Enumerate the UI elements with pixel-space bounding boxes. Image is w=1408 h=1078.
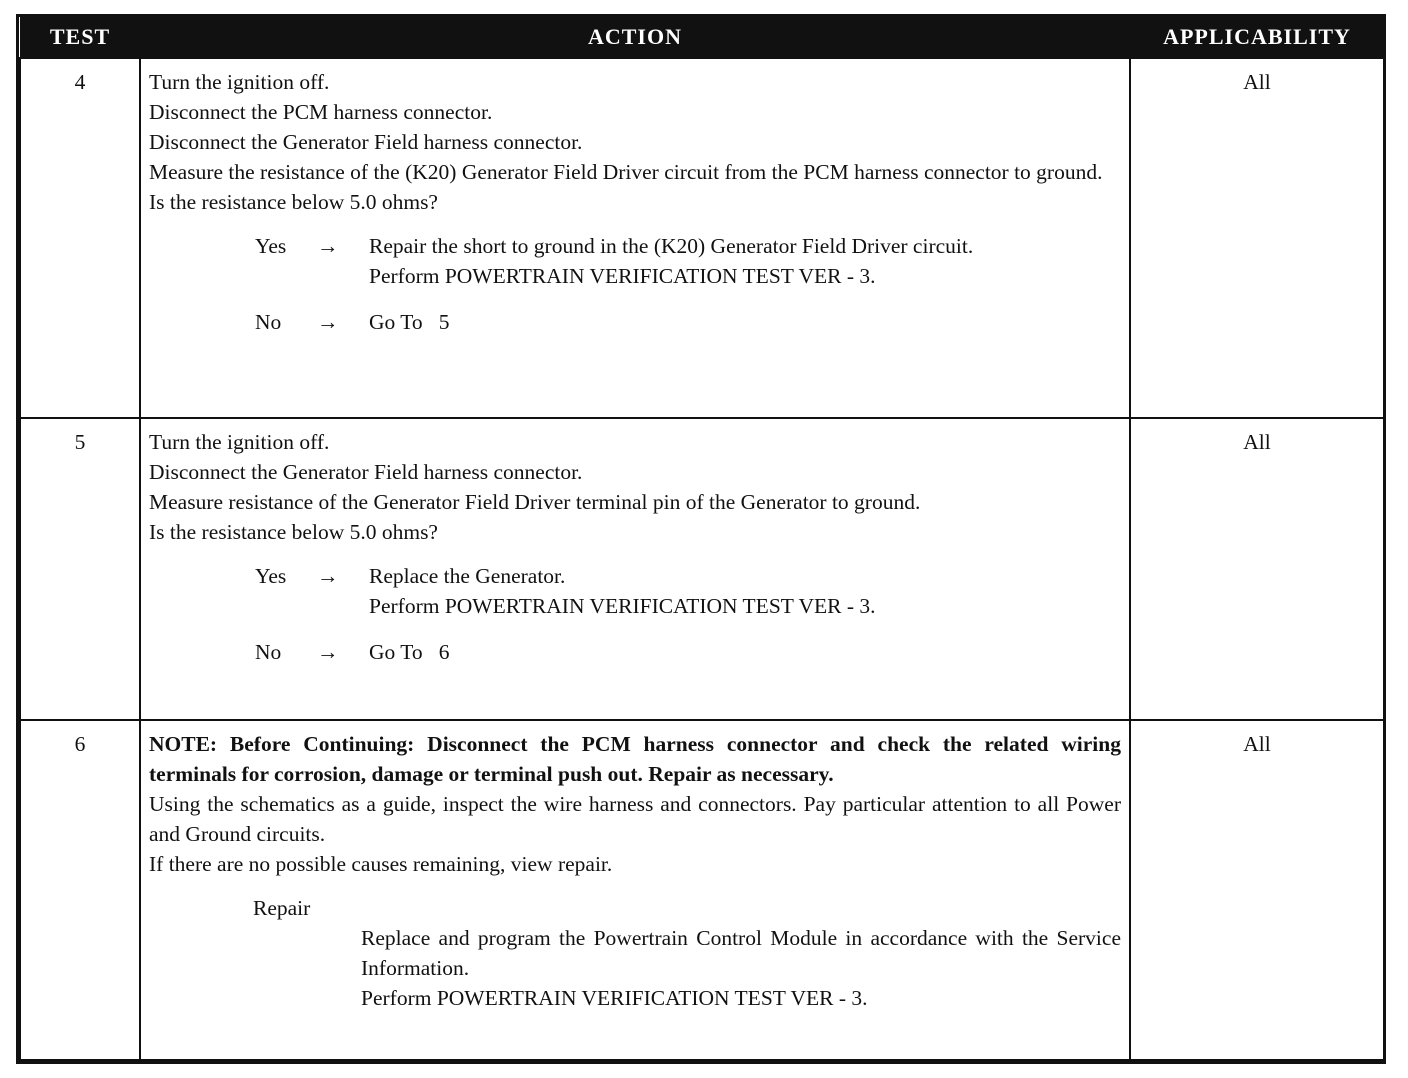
- action-cell: [140, 58, 1130, 418]
- action-cell: [140, 720, 1130, 1060]
- test-number: 5: [20, 418, 140, 720]
- note-text: NOTE: Before Continuing: Disconnect the PCM harness connector and check the related wiring terminals for corrosion, damage or terminal push out. Repair as necessary.: [149, 732, 1121, 786]
- table-row: [20, 418, 1384, 720]
- arrow-icon: →: [317, 234, 339, 258]
- header-applicability: APPLICABILITY: [1130, 17, 1384, 58]
- applicability-cell: All: [1130, 418, 1384, 720]
- yes-action: Perform POWERTRAIN VERIFICATION TEST VER - 3.: [369, 594, 876, 618]
- arrow-icon: →: [317, 310, 339, 334]
- applicability-cell: All: [1130, 58, 1384, 418]
- yes-action: Repair the short to ground in the (K20) Generator Field Driver circuit.: [369, 234, 974, 258]
- yes-label: Yes: [255, 234, 287, 258]
- action-cell: [140, 418, 1130, 720]
- action-line: Measure the resistance of the (K20) Generator Field Driver circuit from the PCM harness connector to ground.: [149, 160, 1103, 184]
- no-outcome: [255, 307, 1121, 337]
- repair-actions: [361, 923, 1121, 1013]
- header-action: ACTION: [140, 17, 1130, 58]
- question-line: Is the resistance below 5.0 ohms?: [149, 190, 438, 214]
- header-row: [20, 17, 1384, 58]
- yes-label: Yes: [255, 564, 287, 588]
- yes-action: Replace the Generator.: [369, 564, 566, 588]
- repair-action: Perform POWERTRAIN VERIFICATION TEST VER - 3.: [361, 986, 868, 1010]
- repair-label: Repair: [253, 896, 311, 920]
- action-line: Disconnect the Generator Field harness connector.: [149, 460, 583, 484]
- repair-action: Replace and program the Powertrain Control Module in accordance with the Service Information.: [361, 926, 1121, 980]
- applicability-cell: All: [1130, 720, 1384, 1060]
- table-row: [20, 720, 1384, 1060]
- test-number: 4: [20, 58, 140, 418]
- yes-action: Perform POWERTRAIN VERIFICATION TEST VER - 3.: [369, 264, 876, 288]
- action-line: Turn the ignition off.: [149, 430, 330, 454]
- table-row: [20, 58, 1384, 418]
- test-number: 6: [20, 720, 140, 1060]
- diagnostic-table: [16, 14, 1386, 1064]
- action-line: Disconnect the Generator Field harness connector.: [149, 130, 583, 154]
- action-line: Disconnect the PCM harness connector.: [149, 100, 493, 124]
- test-table: [19, 17, 1385, 1061]
- arrow-icon: →: [317, 564, 339, 588]
- yes-outcome: [255, 231, 1121, 291]
- yes-outcome: [255, 561, 1121, 621]
- header-test: TEST: [20, 17, 140, 58]
- goto-link[interactable]: Go To 6: [369, 640, 450, 664]
- question-line: Is the resistance below 5.0 ohms?: [149, 520, 438, 544]
- no-outcome: [255, 637, 1121, 667]
- no-label: No: [255, 640, 282, 664]
- goto-link[interactable]: Go To 5: [369, 310, 450, 334]
- outcomes: [255, 231, 1121, 337]
- no-label: No: [255, 310, 282, 334]
- action-line: Turn the ignition off.: [149, 70, 330, 94]
- arrow-icon: →: [317, 640, 339, 664]
- action-line: Using the schematics as a guide, inspect the wire harness and connectors. Pay particular attention to all Power and Ground circuits.: [149, 792, 1121, 846]
- action-line: If there are no possible causes remaining, view repair.: [149, 852, 613, 876]
- outcomes: [255, 561, 1121, 667]
- action-line: Measure resistance of the Generator Field Driver terminal pin of the Generator to ground.: [149, 490, 921, 514]
